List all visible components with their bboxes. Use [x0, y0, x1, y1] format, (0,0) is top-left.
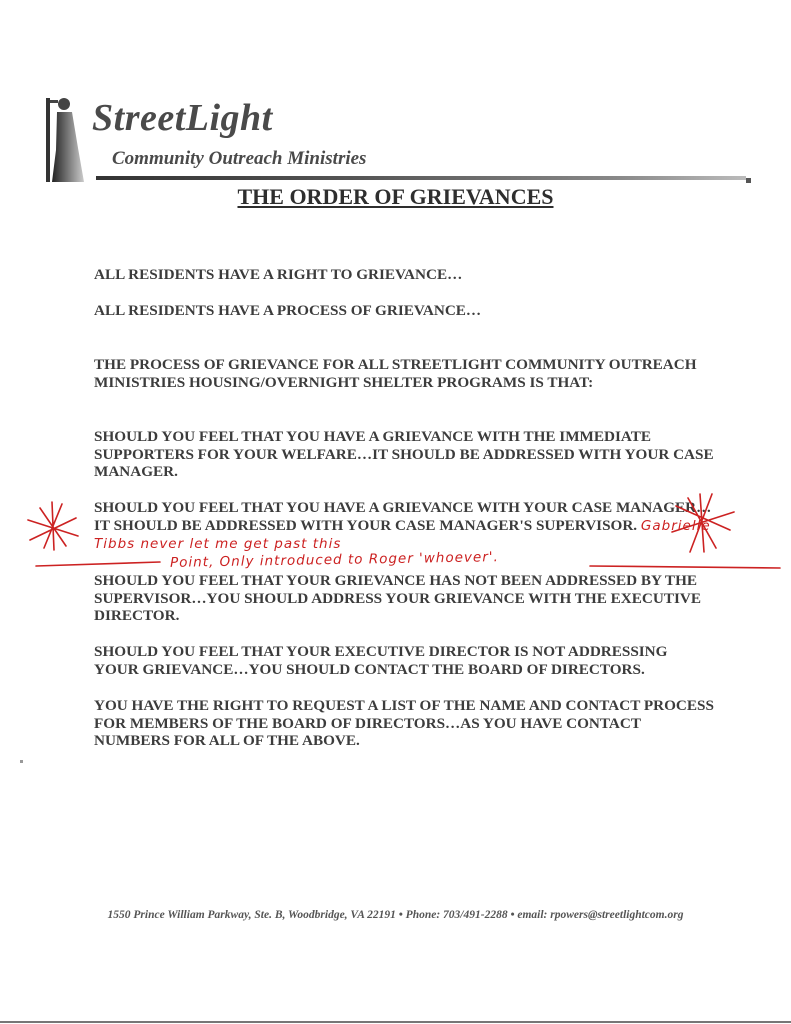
paragraph-supervisor	[94, 499, 714, 554]
left-asterisk-mark	[28, 502, 78, 550]
paragraph-process-intro: THE PROCESS OF GRIEVANCE FOR ALL STREETLIGHT COMMUNITY OUTREACH MINISTRIES HOUSING/OVERNIGHT SHELTER PROGRAMS IS THAT:	[94, 356, 697, 391]
right-underline-mark	[590, 566, 780, 568]
letterhead-rule	[96, 176, 746, 180]
rule-end-mark	[746, 178, 751, 183]
brand-tagline: Community Outreach Ministries	[112, 148, 367, 169]
paragraph-board-of-directors: SHOULD YOU FEEL THAT YOUR EXECUTIVE DIRECTOR IS NOT ADDRESSING YOUR GRIEVANCE…YOU SHOULD CONTACT THE BOARD OF DIRECTORS.	[94, 643, 668, 678]
footer-contact: 1550 Prince William Parkway, Ste. B, Woodbridge, VA 22191 • Phone: 703/491-2288 • email: rpowers@streetlightcom.org	[107, 909, 684, 921]
paragraph-request-list: YOU HAVE THE RIGHT TO REQUEST A LIST OF THE NAME AND CONTACT PROCESS FOR MEMBERS OF THE BOARD OF DIRECTORS…AS YOU HAVE CONTACT NUMBERS FOR ALL OF THE ABOVE.	[94, 697, 714, 749]
streetlight-figure-logo	[44, 90, 96, 182]
document-title: THE ORDER OF GRIEVANCES	[237, 184, 554, 209]
left-underline-mark	[36, 562, 160, 566]
letterhead	[44, 86, 756, 186]
paragraph-process-of-grievance: ALL RESIDENTS HAVE A PROCESS OF GRIEVANCE…	[94, 302, 482, 319]
scan-bottom-edge	[0, 1021, 791, 1023]
paragraph-case-manager: SHOULD YOU FEEL THAT YOU HAVE A GRIEVANCE WITH THE IMMEDIATE SUPPORTERS FOR YOUR WELFARE…IT SHOULD BE ADDRESSED WITH YOUR CASE MANAGER.	[94, 428, 714, 480]
paragraph-executive-director: SHOULD YOU FEEL THAT YOUR GRIEVANCE HAS NOT BEEN ADDRESSED BY THE SUPERVISOR…YOU SHOULD ADDRESS YOUR GRIEVANCE WITH THE EXECUTIVE DIRECTOR.	[94, 572, 701, 624]
paragraph-supervisor-text: SHOULD YOU FEEL THAT YOU HAVE A GRIEVANCE WITH YOUR CASE MANAGER…IT SHOULD BE ADDRESSED WITH YOUR CASE MANAGER'S SUPERVISOR.	[94, 499, 712, 534]
handwritten-note-line1: Gabrielle Tibbs never let me get past this	[94, 517, 711, 552]
scan-speck	[20, 760, 23, 763]
brand-name: StreetLight	[92, 97, 273, 139]
handwritten-note-line2: Point, Only introduced to Roger 'whoever'.	[169, 549, 499, 571]
paragraph-right-to-grievance: ALL RESIDENTS HAVE A RIGHT TO GRIEVANCE…	[94, 266, 463, 283]
